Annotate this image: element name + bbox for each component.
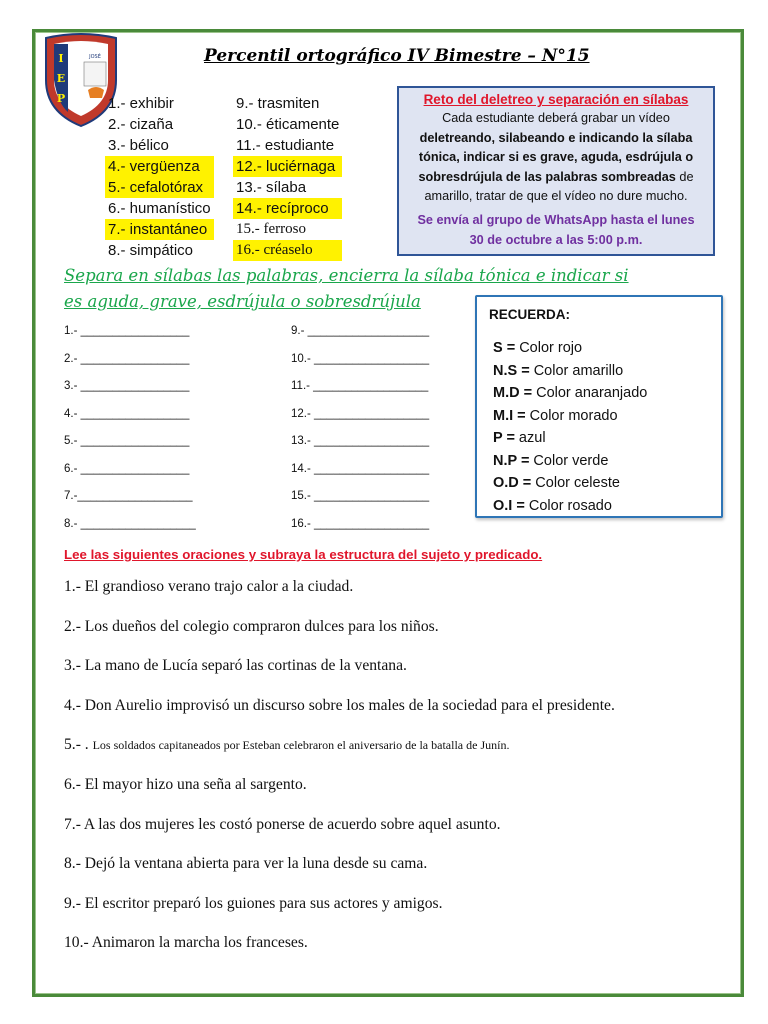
word-item: 2.- cizaña [108, 116, 174, 133]
answer-line[interactable]: 12.- __________________ [291, 407, 430, 420]
word-item: 13.- sílaba [236, 179, 307, 196]
answer-line[interactable]: 11.- __________________ [291, 380, 429, 392]
syllable-title-line-2: es aguda, grave, esdrújula o sobresdrújula [64, 292, 421, 311]
word-item: 10.- éticamente [236, 116, 340, 133]
challenge-line-3: tónica, indicar si es grave, aguda, esdrújula o [418, 150, 694, 164]
sentence-item [64, 895, 442, 913]
challenge-box [397, 86, 715, 256]
word-item: 5.- cefalotórax [105, 177, 214, 198]
challenge-title: Reto del deletreo y separación en sílabas [423, 92, 689, 107]
word-item: 15.- ferroso [236, 221, 306, 237]
recuerda-item [493, 382, 647, 405]
challenge-deadline [399, 210, 713, 250]
sentence-text: 1.- El grandioso verano trajo calor a la ciudad. [64, 578, 354, 595]
word-list-right [236, 93, 342, 261]
answer-line[interactable]: 3.- _________________ [64, 380, 190, 392]
recuerda-title: RECUERDA: [489, 307, 570, 322]
sentence-item [64, 776, 307, 794]
answer-line[interactable]: 2.- _________________ [64, 352, 190, 365]
recuerda-item [493, 405, 647, 428]
sentence-item [64, 657, 407, 675]
recuerda-key: P = [493, 430, 515, 446]
answer-line[interactable]: 5.- _________________ [64, 435, 190, 447]
answer-lines-left [64, 325, 196, 545]
crest-name: JOSÉ [89, 54, 101, 60]
recuerda-item [493, 495, 647, 518]
recuerda-key: M.I = [493, 407, 526, 424]
syllable-title-line-1: Separa en sílabas las palabras, encierra la sílaba tónica e indicar si [64, 266, 629, 285]
recuerda-value: Color anaranjado [532, 385, 648, 401]
sentence-text: 5.- . [64, 736, 93, 754]
recuerda-value: Color morado [525, 407, 618, 424]
answer-line[interactable]: 14.- __________________ [291, 462, 430, 475]
answer-line[interactable]: 1.- _________________ [64, 325, 190, 337]
recuerda-value: azul [514, 430, 546, 446]
recuerda-key: O.I = [493, 497, 525, 514]
word-item: 14.- recíproco [233, 198, 342, 219]
crest-letter-i: I [58, 52, 64, 65]
answer-line[interactable]: 15.- __________________ [291, 490, 430, 502]
word-item: 4.- vergüenza [105, 156, 214, 177]
word-item: 16.- créaselo [233, 240, 342, 261]
challenge-line-2: deletreando, silabeando e indicando la sílaba [419, 130, 693, 145]
recuerda-legend-box [475, 295, 723, 518]
word-item: 9.- trasmiten [236, 95, 320, 112]
recuerda-key: O.D = [493, 475, 532, 491]
recuerda-item [493, 360, 647, 383]
challenge-line-5: amarillo, tratar de que el vídeo no dure mucho. [424, 189, 688, 203]
word-item: 6.- humanístico [108, 200, 211, 217]
answer-line[interactable]: 13.- __________________ [291, 435, 430, 447]
word-item: 8.- simpático [108, 242, 194, 259]
answer-line[interactable]: 4.- _________________ [64, 407, 190, 420]
deadline-line-1: Se envía al grupo de WhatsApp hasta el lunes [417, 212, 695, 227]
page-title: Percentil ortográfico IV Bimestre – N°15 [204, 46, 590, 66]
challenge-line-4: sobresdrújula de las palabras sombreadas [418, 169, 676, 184]
recuerda-list [493, 337, 647, 517]
sentence-small-text: Los soldados capitaneados por Esteban celebraron el aniversario de la batalla de Junín. [92, 738, 510, 753]
sentence-item [64, 934, 308, 952]
sentence-item [64, 618, 439, 636]
sentence-text: 2.- Los dueños del colegio compraron dulces para los niños. [64, 617, 439, 635]
recuerda-item [493, 427, 647, 450]
challenge-line-1: Cada estudiante deberá grabar un vídeo [442, 111, 670, 125]
crest-letter-e: E [56, 72, 66, 85]
recuerda-key: M.D = [493, 385, 533, 401]
sentence-item [64, 855, 427, 873]
answer-line[interactable]: 16.- __________________ [291, 517, 430, 530]
word-item: 7.- instantáneo [105, 219, 214, 240]
sentence-text: 6.- El mayor hizo una seña al sargento. [64, 776, 307, 793]
answer-line[interactable]: 10.- __________________ [291, 352, 430, 365]
answer-line[interactable]: 9.- ___________________ [291, 325, 430, 337]
sentence-text: 4.- Don Aurelio improvisó un discurso sobre los males de la sociedad para el presidente. [64, 696, 615, 714]
recuerda-item [493, 337, 647, 360]
crest-letter-p: P [56, 92, 66, 105]
sentence-text: 3.- La mano de Lucía separó las cortinas de la ventana. [64, 657, 407, 675]
word-item: 1.- exhibir [108, 95, 174, 112]
recuerda-value: Color amarillo [529, 362, 624, 379]
sentence-item [64, 697, 615, 715]
sentence-item [64, 578, 353, 596]
sentence-text: 7.- A las dos mujeres les costó ponerse de acuerdo sobre aquel asunto. [64, 815, 501, 833]
sentence-item [64, 736, 509, 754]
answer-line[interactable]: 6.- _________________ [64, 462, 190, 475]
answer-line[interactable]: 8.- __________________ [64, 517, 196, 530]
answer-line[interactable]: 7.-__________________ [64, 490, 193, 502]
sentence-instruction: Lee las siguientes oraciones y subraya la estructura del sujeto y predicado. [64, 547, 543, 562]
deadline-line-2: 30 de octubre a las 5:00 p.m. [469, 232, 643, 247]
answer-lines-right [291, 325, 429, 545]
word-item: 11.- estudiante [236, 137, 335, 154]
sentence-item [64, 816, 501, 834]
challenge-line-4-tail: de [675, 169, 694, 184]
recuerda-item [493, 450, 647, 473]
word-item: 12.- luciérnaga [233, 156, 342, 177]
recuerda-value: Color celeste [531, 475, 620, 491]
recuerda-value: Color verde [529, 452, 609, 469]
challenge-body [399, 109, 713, 207]
sentence-text: 9.- El escritor preparó los guiones para sus actores y amigos. [64, 894, 443, 912]
recuerda-key: N.P = [493, 452, 530, 469]
recuerda-value: Color rosado [524, 497, 612, 514]
recuerda-key: N.S = [493, 362, 530, 379]
recuerda-item [493, 472, 647, 495]
word-list-left [108, 93, 214, 261]
word-item: 3.- bélico [108, 137, 169, 154]
sentence-text: 10.- Animaron la marcha los franceses. [64, 934, 308, 952]
recuerda-value: Color rojo [515, 340, 583, 356]
sentence-text: 8.- Dejó la ventana abierta para ver la luna desde su cama. [64, 855, 428, 873]
recuerda-key: S = [493, 340, 516, 356]
